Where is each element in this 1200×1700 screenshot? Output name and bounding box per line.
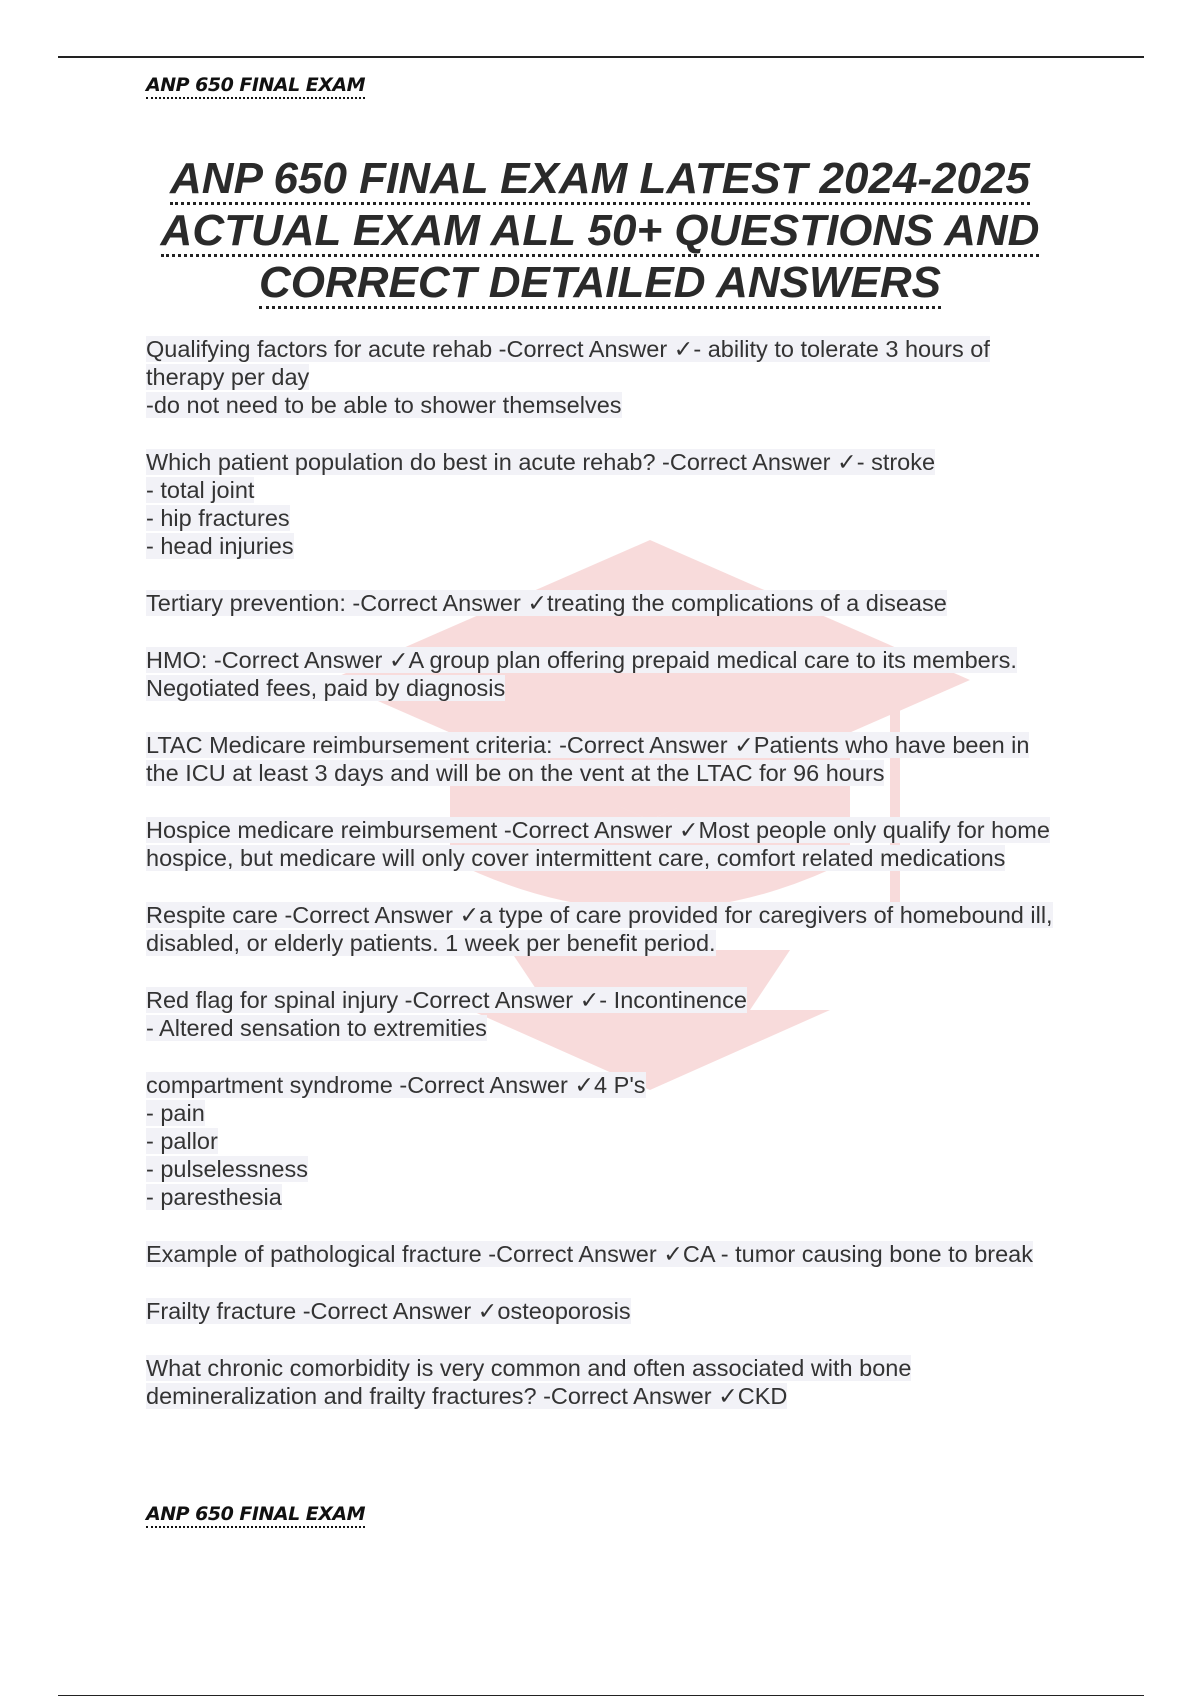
qa-item xyxy=(146,731,1096,787)
qa-item xyxy=(146,1354,1096,1410)
title-line: ACTUAL EXAM ALL 50+ QUESTIONS AND xyxy=(160,206,1040,255)
qa-line: - pulselessness xyxy=(146,1156,308,1182)
title-line: CORRECT DETAILED ANSWERS xyxy=(259,258,941,307)
qa-line: Respite care -Correct Answer ✓a type of care provided for caregivers of homebound ill, xyxy=(146,902,1053,928)
running-footer: ANP 650 FINAL EXAM xyxy=(146,1503,365,1528)
qa-item xyxy=(146,1297,1096,1325)
qa-line: Hospice medicare reimbursement -Correct Answer ✓Most people only qualify for home xyxy=(146,817,1050,843)
document-title xyxy=(100,153,1100,309)
qa-line: compartment syndrome -Correct Answer ✓4 P's xyxy=(146,1072,646,1098)
qa-item xyxy=(146,816,1096,872)
qa-line: Frailty fracture -Correct Answer ✓osteoporosis xyxy=(146,1298,631,1324)
qa-item xyxy=(146,589,1096,617)
qa-line: - pain xyxy=(146,1100,205,1126)
qa-item xyxy=(146,1071,1096,1211)
qa-line: - pallor xyxy=(146,1128,218,1154)
qa-line: Negotiated fees, paid by diagnosis xyxy=(146,675,506,701)
qa-item xyxy=(146,335,1096,419)
qa-line: therapy per day xyxy=(146,364,310,390)
qa-line: Tertiary prevention: -Correct Answer ✓treating the complications of a disease xyxy=(146,590,947,616)
qa-line: -do not need to be able to shower themselves xyxy=(146,392,622,418)
qa-line: - total joint xyxy=(146,477,255,503)
qa-item xyxy=(146,901,1096,957)
qa-line: disabled, or elderly patients. 1 week per benefit period. xyxy=(146,930,716,956)
qa-item xyxy=(146,1240,1096,1268)
qa-line: HMO: -Correct Answer ✓A group plan offering prepaid medical care to its members. xyxy=(146,647,1017,673)
qa-list xyxy=(146,335,1096,1439)
qa-line: - hip fractures xyxy=(146,505,290,531)
qa-item xyxy=(146,448,1096,560)
qa-line: the ICU at least 3 days and will be on the vent at the LTAC for 96 hours xyxy=(146,760,885,786)
qa-line: LTAC Medicare reimbursement criteria: -Correct Answer ✓Patients who have been in xyxy=(146,732,1030,758)
qa-line: - Altered sensation to extremities xyxy=(146,1015,487,1041)
qa-line: What chronic comorbidity is very common and often associated with bone xyxy=(146,1355,912,1381)
qa-line: hospice, but medicare will only cover intermittent care, comfort related medications xyxy=(146,845,1006,871)
qa-item xyxy=(146,646,1096,702)
bottom-rule xyxy=(58,1695,1144,1696)
qa-line: Which patient population do best in acute rehab? -Correct Answer ✓- stroke xyxy=(146,449,936,475)
top-rule xyxy=(58,56,1144,58)
qa-item xyxy=(146,986,1096,1042)
qa-line: Qualifying factors for acute rehab -Correct Answer ✓- ability to tolerate 3 hours of xyxy=(146,336,990,362)
qa-line: Red flag for spinal injury -Correct Answer ✓- Incontinence xyxy=(146,987,747,1013)
running-header: ANP 650 FINAL EXAM xyxy=(146,74,365,99)
title-line: ANP 650 FINAL EXAM LATEST 2024-2025 xyxy=(170,154,1030,203)
qa-line: - head injuries xyxy=(146,533,294,559)
qa-line: Example of pathological fracture -Correct Answer ✓CA - tumor causing bone to break xyxy=(146,1241,1033,1267)
qa-line: demineralization and frailty fractures? -Correct Answer ✓CKD xyxy=(146,1383,788,1409)
qa-line: - paresthesia xyxy=(146,1184,282,1210)
